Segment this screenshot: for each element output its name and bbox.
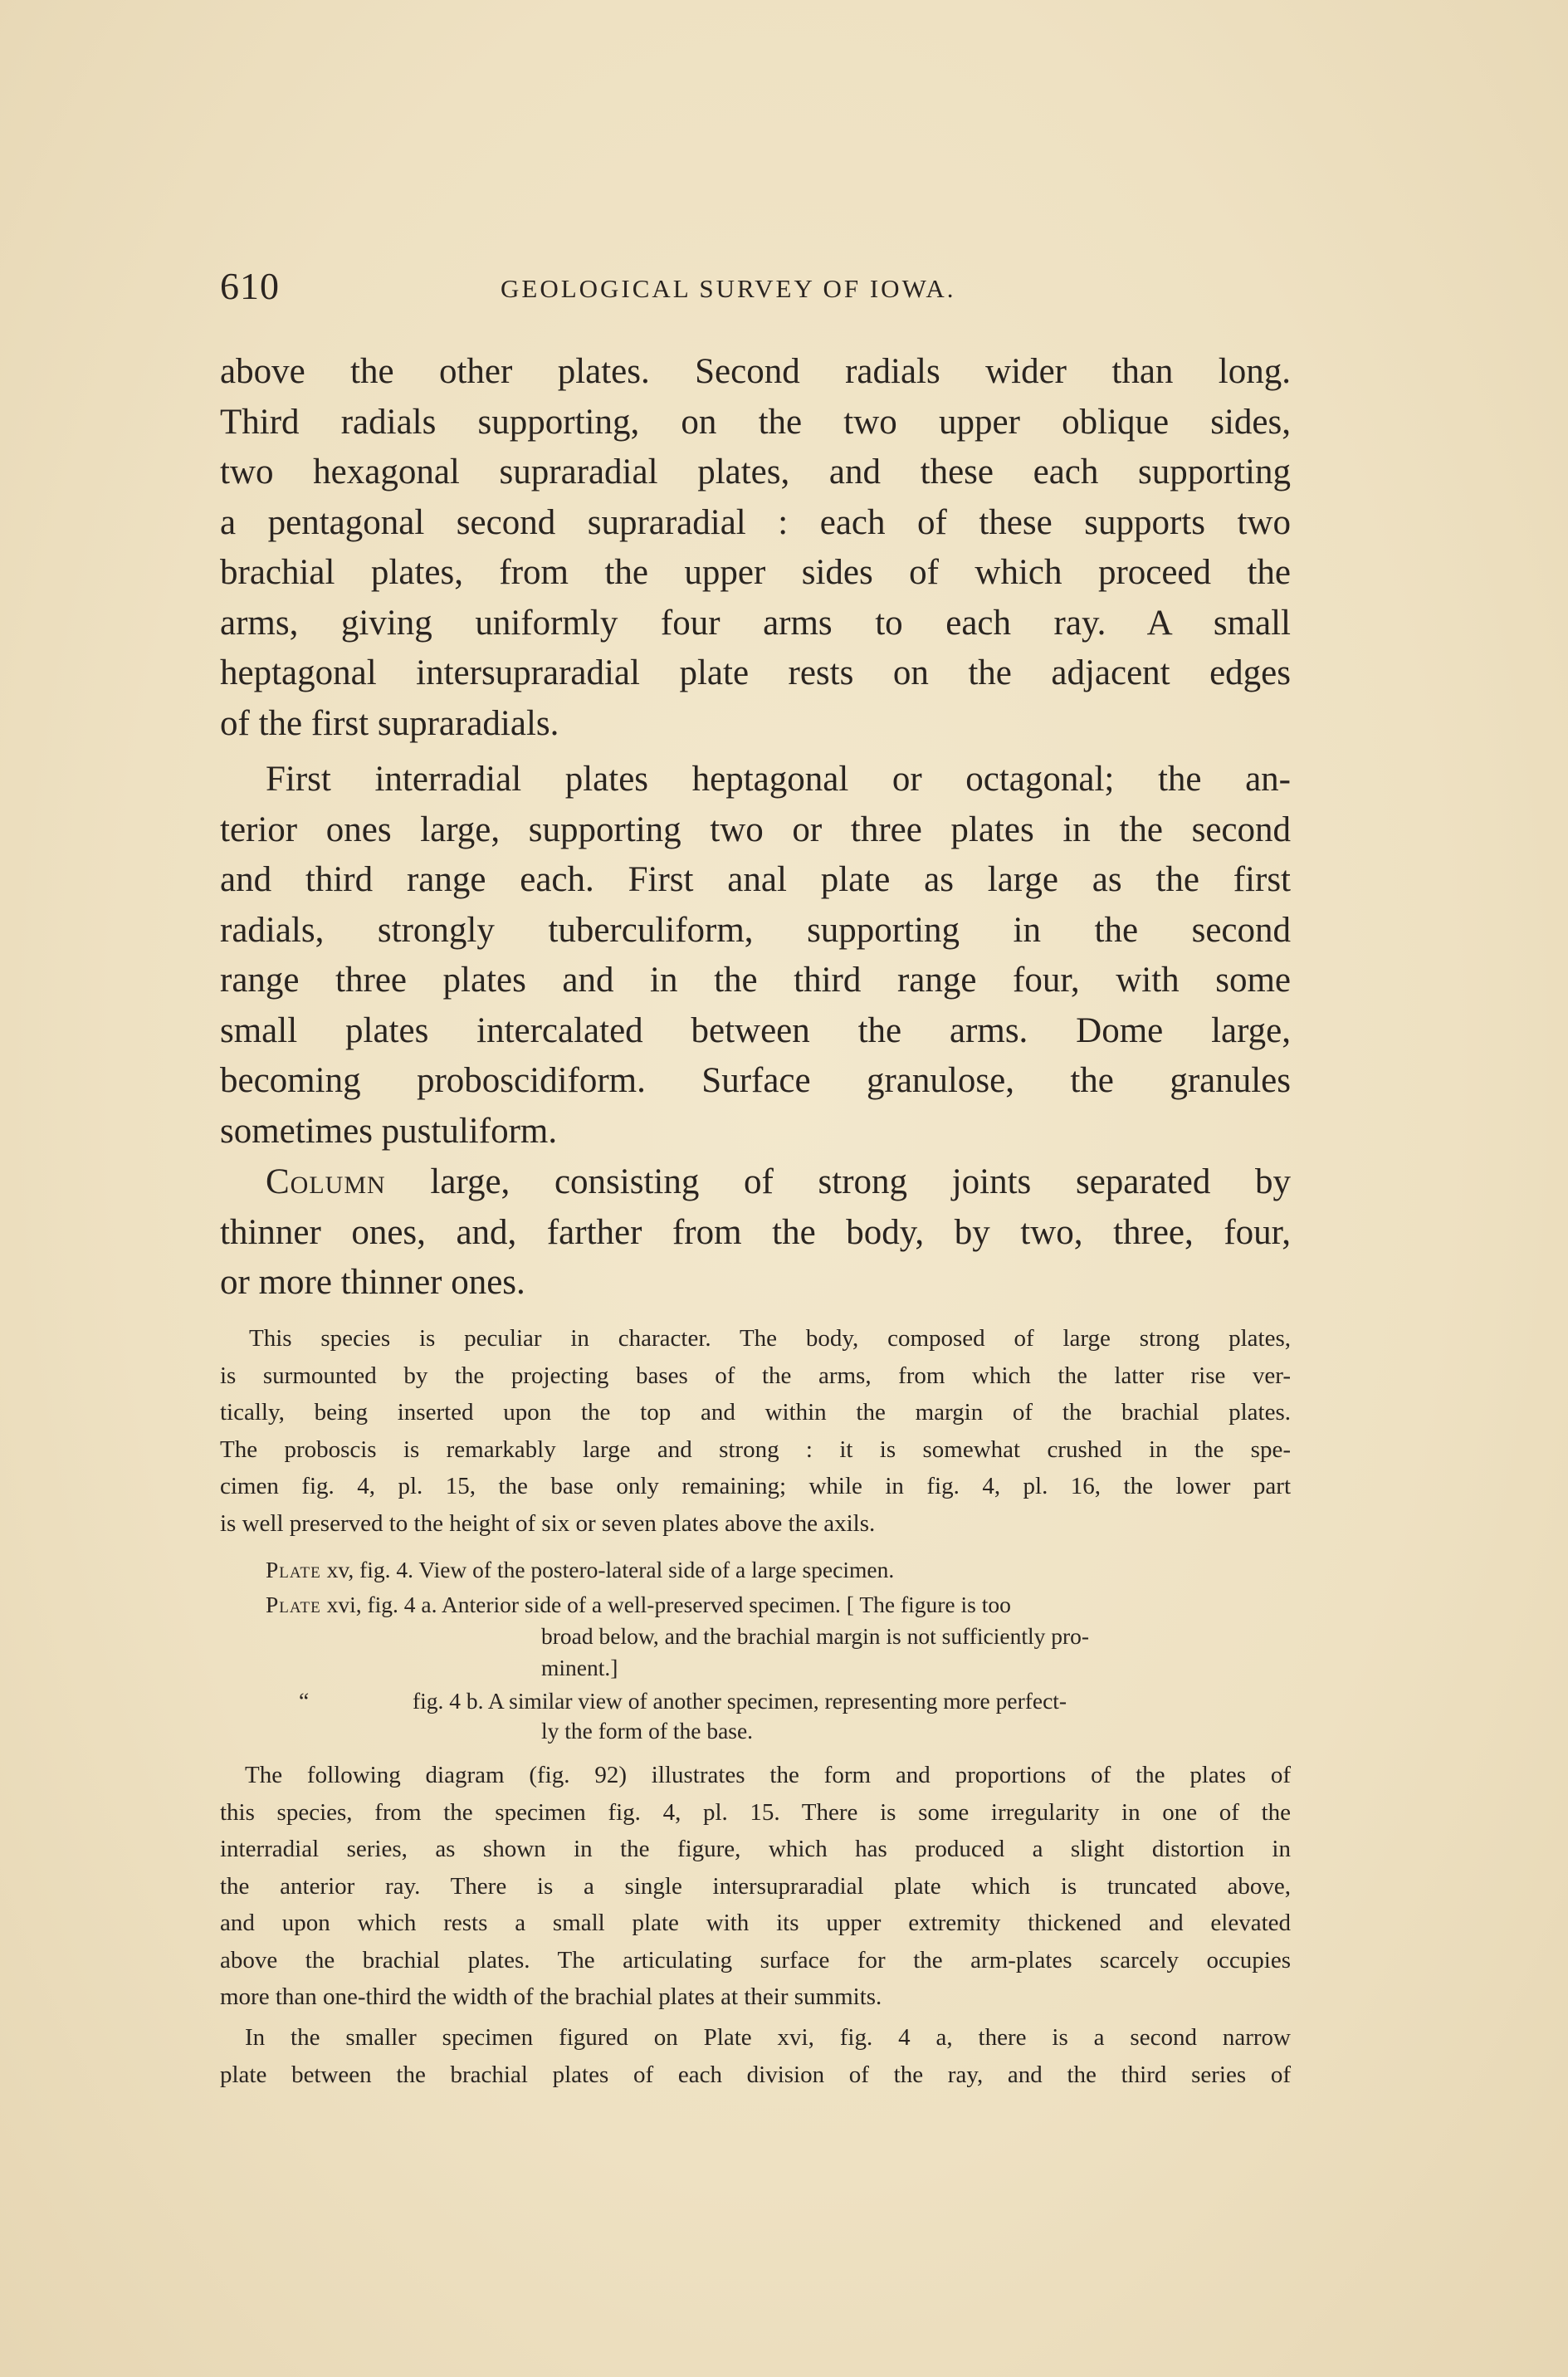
page-header — [220, 264, 1299, 314]
text-line: cimen fig. 4, pl. 15, the base only remaining; while in fig. 4, pl. 16, the lower part — [220, 1473, 1291, 1499]
text-line: this species, from the specimen fig. 4, pl. 15. There is some irregularity in one of the — [220, 1798, 1291, 1826]
text-line: brachial plates, from the upper sides of which proceed the — [220, 553, 1291, 592]
plate-ref-number: fig. 4 b. — [413, 1688, 484, 1714]
paragraph-radials — [220, 347, 1291, 749]
text-line: interradial series, as shown in the figure, which has produced a slight distortion in — [220, 1836, 1291, 1862]
text-line: radials, strongly tuberculiform, supporting in the second — [220, 910, 1291, 950]
text-line: above the brachial plates. The articulating surface for the arm-plates scarcely occupies — [220, 1946, 1291, 1973]
text-line: tically, being inserted upon the top and within the margin of the brachial plates. — [220, 1399, 1291, 1426]
plate-ref-number: xvi, fig. 4 a. — [326, 1592, 437, 1617]
plate-ref-xvi-a-cont — [541, 1621, 1089, 1684]
paragraph-column — [220, 1157, 1291, 1308]
text-line: Third radials supporting, on the two upper oblique sides, — [220, 402, 1291, 442]
text-line: is well preserved to the height of six or seven plates above the axils. — [220, 1509, 876, 1537]
text-line: The following diagram (fig. 92) illustrates the form and proportions of the plates of — [245, 1762, 1291, 1788]
text-line: sometimes pustuliform. — [220, 1111, 558, 1151]
text-line: terior ones large, supporting two or three plates in the second — [220, 809, 1291, 849]
running-head: GEOLOGICAL SURVEY OF IOWA. — [501, 274, 956, 303]
text-line — [220, 1157, 1291, 1208]
plate-ref-text: Anterior side of a well-preserved specimen. [ The figure is too — [441, 1592, 1011, 1617]
column-first-rest: large, consisting of strong joints separated by — [430, 1162, 1291, 1201]
text-line: more than one-third the width of the brachial plates at their summits. — [220, 1983, 882, 2010]
text-line: a pentagonal second supraradial : each of these supports two — [220, 502, 1291, 542]
paragraph-interradials — [220, 755, 1291, 1157]
text-line: First interradial plates heptagonal or octagonal; the an- — [266, 760, 1291, 799]
paragraph-smaller-specimen — [220, 2019, 1291, 2093]
text-line: or more thinner ones. — [220, 1263, 525, 1302]
text-line: heptagonal intersupraradial plate rests on the adjacent edges — [220, 653, 1291, 692]
plate-ref-text: A similar view of another specimen, representing more perfect- — [487, 1688, 1067, 1714]
text-line: above the other plates. Second radials wider than long. — [220, 352, 1291, 391]
text-line: of the first supraradials. — [220, 703, 559, 743]
text-line: and upon which rests a small plate with its upper extremity thickened and elevated — [220, 1910, 1291, 1936]
text-line: In the smaller specimen figured on Plate xvi, fig. 4 a, there is a second narrow — [245, 2024, 1291, 2051]
plate-ref-xv — [266, 1554, 894, 1586]
paragraph-remarks — [220, 1320, 1291, 1542]
text-line: plate between the brachial plates of each division of the ray, and the third series of — [220, 2061, 1291, 2088]
text-line: small plates intercalated between the arms. Dome large, — [220, 1010, 1291, 1050]
plate-ref-text: xv, fig. 4. View of the postero-lateral side of a large specimen. — [326, 1557, 895, 1582]
text-line: The proboscis is remarkably large and strong : it is somewhat crushed in the spe- — [220, 1435, 1291, 1463]
plate-ditto-mark: “ — [299, 1688, 310, 1714]
text-line: the anterior ray. There is a single intersupraradial plate which is truncated above, — [220, 1872, 1291, 1900]
text-line: broad below, and the brachial margin is not sufficiently pro- — [541, 1623, 1090, 1649]
page-number: 610 — [220, 265, 280, 307]
text-line: becoming proboscidiform. Surface granulose, the granules — [220, 1061, 1291, 1100]
plate-ref-xvi-a — [266, 1589, 1295, 1621]
text-line: and third range each. First anal plate as large as the first — [220, 860, 1291, 899]
text-line: range three plates and in the third range four, with some — [220, 961, 1291, 1000]
column-lead: Column — [266, 1162, 386, 1201]
plate-label: Plate — [266, 1557, 321, 1582]
plate-ref-xvi-b — [413, 1685, 1301, 1717]
text-line: minent.] — [541, 1655, 618, 1680]
text-line: This species is peculiar in character. The body, composed of large strong plates, — [249, 1325, 1291, 1352]
text-line: arms, giving uniformly four arms to each ray. A small — [220, 603, 1291, 643]
plate-label: Plate — [266, 1592, 321, 1617]
text-line: is surmounted by the projecting bases of the arms, from which the latter rise ver- — [220, 1362, 1291, 1389]
paragraph-diagram — [220, 1757, 1291, 2016]
text-line: thinner ones, and, farther from the body, by two, three, four, — [220, 1212, 1291, 1252]
plate-ref-xvi-b-cont: ly the form of the base. — [541, 1718, 754, 1744]
text-line: two hexagonal supraradial plates, and these each supporting — [220, 452, 1291, 492]
